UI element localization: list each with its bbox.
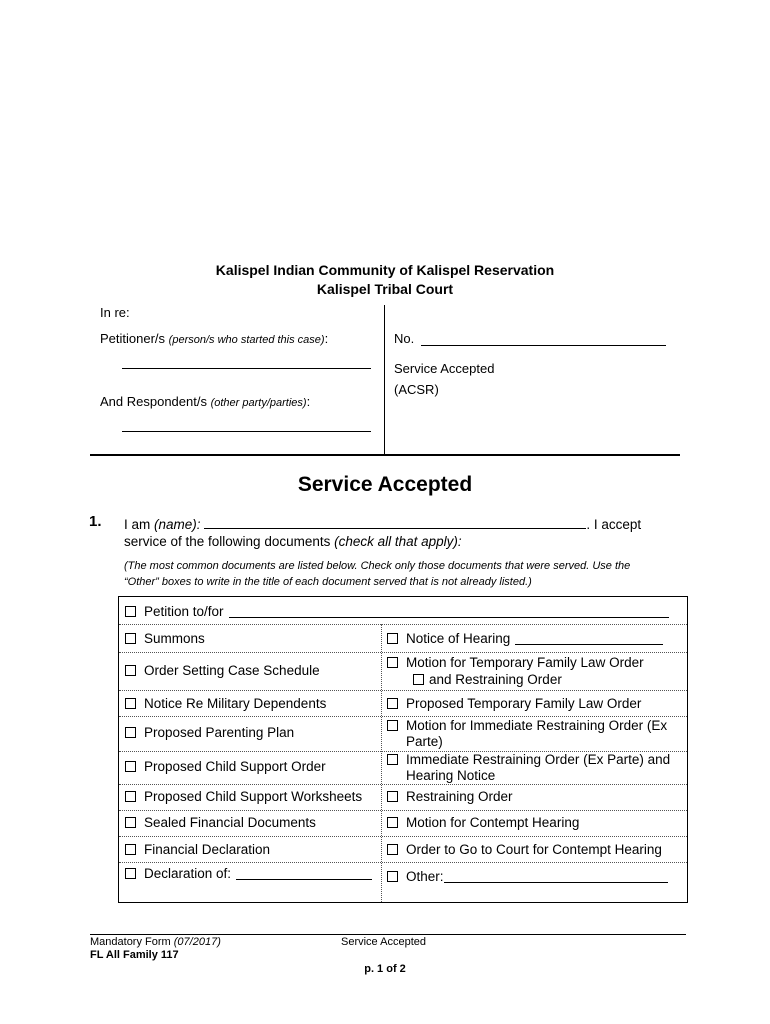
military-checkbox[interactable] bbox=[125, 698, 136, 709]
motion-immediate-text bbox=[406, 718, 667, 750]
motion-immediate-line1: Motion for Immediate Restraining Order (Ex bbox=[406, 718, 668, 733]
column-divider bbox=[381, 624, 382, 902]
case-schedule-row bbox=[125, 663, 320, 679]
notice-hearing-row bbox=[387, 631, 663, 647]
contempt-order-checkbox[interactable] bbox=[387, 844, 398, 855]
respondent-name-line[interactable] bbox=[122, 431, 371, 432]
i-am-text: I am bbox=[124, 517, 151, 532]
row-divider bbox=[119, 784, 687, 785]
instruction-note-1: (The most common documents are listed below. Check only those documents that were served. Use the bbox=[124, 560, 631, 572]
motion-immediate-checkbox[interactable] bbox=[387, 720, 398, 731]
caption-divider bbox=[384, 305, 385, 455]
sealed-financial-row bbox=[125, 815, 316, 831]
parenting-plan-checkbox[interactable] bbox=[125, 727, 136, 738]
doc-title-line1: Service Accepted bbox=[394, 361, 495, 376]
summons-row bbox=[125, 631, 205, 647]
petition-checkbox[interactable] bbox=[125, 606, 136, 617]
financial-declaration-row bbox=[125, 842, 270, 858]
immediate-order-row bbox=[387, 752, 670, 784]
case-schedule-checkbox[interactable] bbox=[125, 665, 136, 676]
military-row bbox=[125, 696, 326, 712]
row-divider bbox=[119, 652, 687, 653]
court-subname: Kalispel Tribal Court bbox=[316, 281, 454, 297]
restraining-order-label: Restraining Order bbox=[406, 789, 513, 804]
accept-text: . I accept bbox=[586, 517, 642, 532]
case-number-label: No. bbox=[394, 331, 415, 346]
row-divider bbox=[119, 836, 687, 837]
summons-label: Summons bbox=[144, 631, 205, 646]
respondent-colon: : bbox=[306, 394, 311, 409]
declaration-of-field[interactable] bbox=[236, 866, 372, 880]
restraining-sub-row bbox=[413, 672, 562, 688]
proposed-temp-label: Proposed Temporary Family Law Order bbox=[406, 696, 642, 711]
petition-label: Petition to/for bbox=[144, 604, 224, 619]
declaration-of-checkbox[interactable] bbox=[125, 868, 136, 879]
contempt-order-label: Order to Go to Court for Contempt Hearing bbox=[406, 842, 662, 857]
name-hint: (name): bbox=[154, 517, 201, 532]
row-divider bbox=[119, 624, 687, 625]
declaration-of-row bbox=[125, 866, 372, 882]
petition-row bbox=[125, 604, 681, 620]
contempt-motion-checkbox[interactable] bbox=[387, 817, 398, 828]
immediate-order-text bbox=[406, 752, 670, 784]
motion-temp-label: Motion for Temporary Family Law Order bbox=[406, 655, 644, 670]
military-label: Notice Re Military Dependents bbox=[144, 696, 327, 711]
court-name: Kalispel Indian Community of Kalispel Reservation bbox=[215, 262, 555, 278]
restraining-order-checkbox[interactable] bbox=[387, 791, 398, 802]
page-number: p. 1 of 2 bbox=[364, 963, 406, 975]
other-field[interactable] bbox=[444, 869, 668, 883]
petition-field[interactable] bbox=[229, 604, 669, 618]
doc-title-line2: (ACSR) bbox=[394, 382, 439, 397]
instruction-note-2: “Other” boxes to write in the title of each document served that is not already listed.) bbox=[124, 576, 532, 588]
petitioner-label: Petitioner/s bbox=[100, 331, 166, 346]
financial-declaration-checkbox[interactable] bbox=[125, 844, 136, 855]
in-re-label: In re: bbox=[100, 305, 130, 320]
other-checkbox[interactable] bbox=[387, 871, 398, 882]
petitioner-name-line[interactable] bbox=[122, 368, 371, 369]
financial-declaration-label: Financial Declaration bbox=[144, 842, 271, 857]
notice-hearing-checkbox[interactable] bbox=[387, 633, 398, 644]
case-number-line[interactable] bbox=[421, 345, 666, 346]
parenting-plan-label: Proposed Parenting Plan bbox=[144, 725, 295, 740]
i-am-line bbox=[124, 515, 684, 532]
notice-hearing-label: Notice of Hearing bbox=[406, 631, 511, 646]
petitioner-label-group bbox=[100, 331, 328, 346]
respondent-hint: (other party/parties) bbox=[210, 397, 307, 409]
footer-rule bbox=[90, 934, 686, 935]
motion-immediate-line2: Parte) bbox=[406, 734, 443, 749]
section-number: 1. bbox=[89, 513, 102, 530]
other-label: Other: bbox=[406, 869, 444, 884]
immediate-order-line2: Hearing Notice bbox=[406, 768, 496, 783]
other-row bbox=[387, 869, 668, 885]
proposed-temp-checkbox[interactable] bbox=[387, 698, 398, 709]
contempt-order-row bbox=[387, 842, 662, 858]
immediate-order-line1: Immediate Restraining Order (Ex Parte) and bbox=[406, 752, 671, 767]
sealed-financial-label: Sealed Financial Documents bbox=[144, 815, 316, 830]
service-line bbox=[124, 534, 462, 549]
immediate-order-checkbox[interactable] bbox=[387, 754, 398, 765]
petitioner-hint: (person/s who started this case) bbox=[168, 334, 325, 346]
check-all-hint: (check all that apply): bbox=[334, 534, 462, 549]
contempt-motion-row bbox=[387, 815, 579, 831]
worksheets-checkbox[interactable] bbox=[125, 791, 136, 802]
sealed-financial-checkbox[interactable] bbox=[125, 817, 136, 828]
row-divider bbox=[119, 716, 687, 717]
child-support-order-label: Proposed Child Support Order bbox=[144, 759, 326, 774]
worksheets-label: Proposed Child Support Worksheets bbox=[144, 789, 363, 804]
respondent-label-group bbox=[100, 394, 310, 409]
caption-bottom-rule bbox=[90, 454, 680, 456]
documents-checklist bbox=[118, 596, 688, 903]
worksheets-row bbox=[125, 789, 362, 805]
notice-hearing-field[interactable] bbox=[515, 631, 663, 645]
restraining-sub-label: and Restraining Order bbox=[429, 672, 562, 687]
contempt-motion-label: Motion for Contempt Hearing bbox=[406, 815, 580, 830]
summons-checkbox[interactable] bbox=[125, 633, 136, 644]
mandatory-date: (07/2017) bbox=[173, 936, 221, 948]
page-title: Service Accepted bbox=[297, 473, 473, 496]
motion-immediate-row bbox=[387, 718, 667, 750]
respondent-label: And Respondent/s bbox=[100, 394, 207, 409]
child-support-order-row bbox=[125, 759, 326, 775]
motion-temp-checkbox[interactable] bbox=[387, 657, 398, 668]
row-divider bbox=[119, 690, 687, 691]
declaration-of-label: Declaration of: bbox=[144, 866, 232, 881]
restraining-sub-checkbox[interactable] bbox=[413, 674, 424, 685]
footer-title: Service Accepted bbox=[341, 936, 426, 948]
name-field[interactable] bbox=[204, 515, 586, 529]
mandatory-label: Mandatory Form bbox=[90, 936, 171, 948]
service-text: service of the following documents bbox=[124, 534, 331, 549]
motion-temp-row bbox=[387, 655, 644, 671]
proposed-temp-row bbox=[387, 696, 641, 712]
row-divider bbox=[119, 862, 687, 863]
child-support-order-checkbox[interactable] bbox=[125, 761, 136, 772]
restraining-order-row bbox=[387, 789, 513, 805]
petitioner-colon: : bbox=[324, 331, 329, 346]
mandatory-form-line bbox=[90, 936, 221, 948]
form-id: FL All Family 117 bbox=[90, 949, 179, 961]
parenting-plan-row bbox=[125, 725, 294, 741]
row-divider bbox=[119, 810, 687, 811]
case-schedule-label: Order Setting Case Schedule bbox=[144, 663, 320, 678]
